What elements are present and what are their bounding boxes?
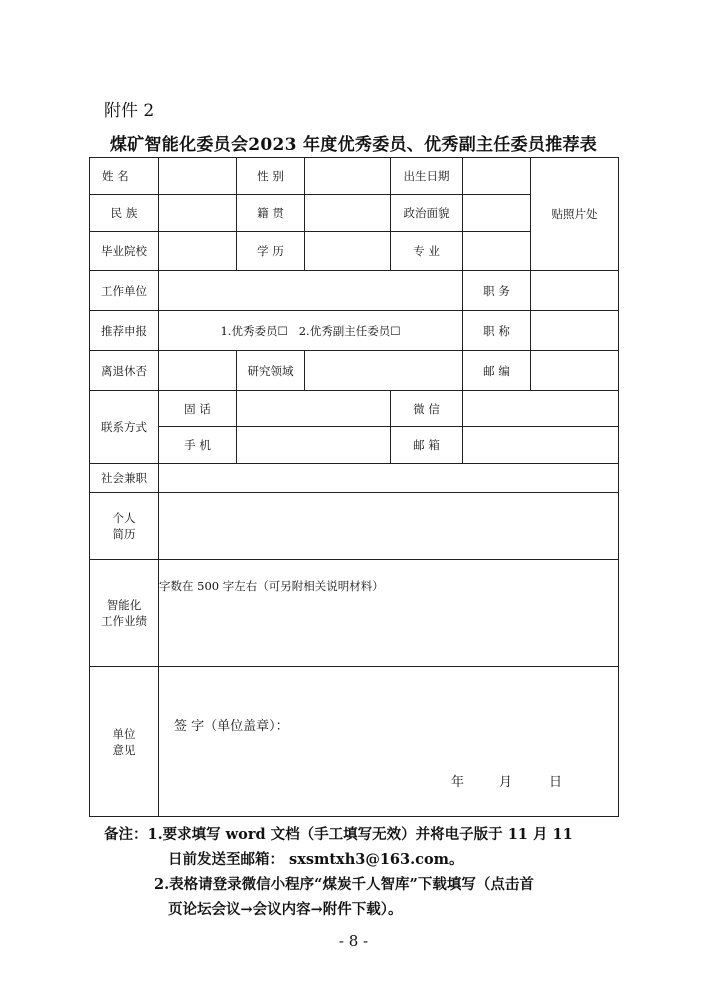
field-ethnicity[interactable] <box>159 195 237 232</box>
date-year: 年 <box>451 775 465 790</box>
label-hometown: 籍 贯 <box>237 195 305 232</box>
field-hometown[interactable] <box>305 195 391 232</box>
label-major: 专 业 <box>391 232 463 271</box>
field-birth-date[interactable] <box>463 158 531 195</box>
label-retired: 离退休否 <box>90 351 159 391</box>
note-line-4: 页论坛会议→会议内容→附件下载）。 <box>168 901 403 918</box>
performance-hint: 字数在 500 字左右（可另附相关说明材料） <box>159 579 384 593</box>
label-name: 姓 名 <box>90 158 159 195</box>
field-mobile[interactable] <box>237 427 391 464</box>
note-line-3: 2.表格请登录微信小程序“煤炭千人智库”下载填写（点击首 <box>154 876 534 893</box>
field-gender[interactable] <box>305 158 391 195</box>
attachment-label: 附件 2 <box>104 101 155 121</box>
field-title-rank[interactable] <box>531 311 619 351</box>
field-research[interactable] <box>305 351 463 391</box>
signature-label: 签 字（单位盖章）： <box>174 719 289 734</box>
field-employer[interactable] <box>159 271 463 311</box>
label-resume: 个人 简历 <box>90 493 159 560</box>
field-major[interactable] <box>463 232 531 271</box>
field-position[interactable] <box>531 271 619 311</box>
field-politics[interactable] <box>463 195 531 232</box>
label-recommend: 推荐申报 <box>90 311 159 351</box>
field-resume[interactable] <box>159 493 619 560</box>
date-month: 月 <box>499 775 513 790</box>
label-email: 邮 箱 <box>391 427 463 464</box>
label-politics: 政治面貌 <box>391 195 463 232</box>
option-excellent-vice-director[interactable]: 2.优秀副主任委员☐ <box>298 323 401 338</box>
label-education: 学 历 <box>237 232 305 271</box>
note-line-1: 1.要求填写 word 文档（手工填写无效）并将电子版于 11 月 11 <box>147 826 573 843</box>
label-contact: 联系方式 <box>90 391 159 464</box>
field-landline[interactable] <box>237 391 391 427</box>
date-day: 日 <box>549 775 563 790</box>
label-position: 职 务 <box>463 271 531 311</box>
field-school[interactable] <box>159 232 237 271</box>
field-education[interactable] <box>305 232 391 271</box>
label-gender: 性 别 <box>237 158 305 195</box>
label-ethnicity: 民 族 <box>90 195 159 232</box>
label-research: 研究领域 <box>237 351 305 391</box>
field-name[interactable] <box>159 158 237 195</box>
notes <box>104 822 573 922</box>
label-performance: 智能化 工作业绩 <box>90 560 159 667</box>
label-title-rank: 职 称 <box>463 311 531 351</box>
form-title: 煤矿智能化委员会2023 年度优秀委员、优秀副主任委员推荐表 <box>109 135 598 155</box>
notes-prefix: 备注： <box>104 826 148 843</box>
label-landline: 固 话 <box>159 391 237 427</box>
recommend-options[interactable] <box>159 311 463 351</box>
field-performance[interactable] <box>159 560 619 667</box>
photo-box: 贴照片处 <box>531 158 619 271</box>
option-excellent-member[interactable]: 1.优秀委员☐ <box>220 323 288 338</box>
note-line-2: 日前发送至邮箱： sxsmtxh3@163.com。 <box>168 851 464 868</box>
recommendation-form <box>89 157 619 817</box>
label-employer: 工作单位 <box>90 271 159 311</box>
field-postcode[interactable] <box>531 351 619 391</box>
field-email[interactable] <box>463 427 619 464</box>
page-number: - 8 - <box>338 932 369 950</box>
field-unit-opinion[interactable] <box>159 667 619 817</box>
label-mobile: 手 机 <box>159 427 237 464</box>
label-wechat: 微 信 <box>391 391 463 427</box>
label-unit-opinion: 单位 意见 <box>90 667 159 817</box>
field-retired[interactable] <box>159 351 237 391</box>
label-social: 社会兼职 <box>90 464 159 493</box>
field-social[interactable] <box>159 464 619 493</box>
label-birth-date: 出生日期 <box>391 158 463 195</box>
field-wechat[interactable] <box>463 391 619 427</box>
label-school: 毕业院校 <box>90 232 159 271</box>
label-postcode: 邮 编 <box>463 351 531 391</box>
